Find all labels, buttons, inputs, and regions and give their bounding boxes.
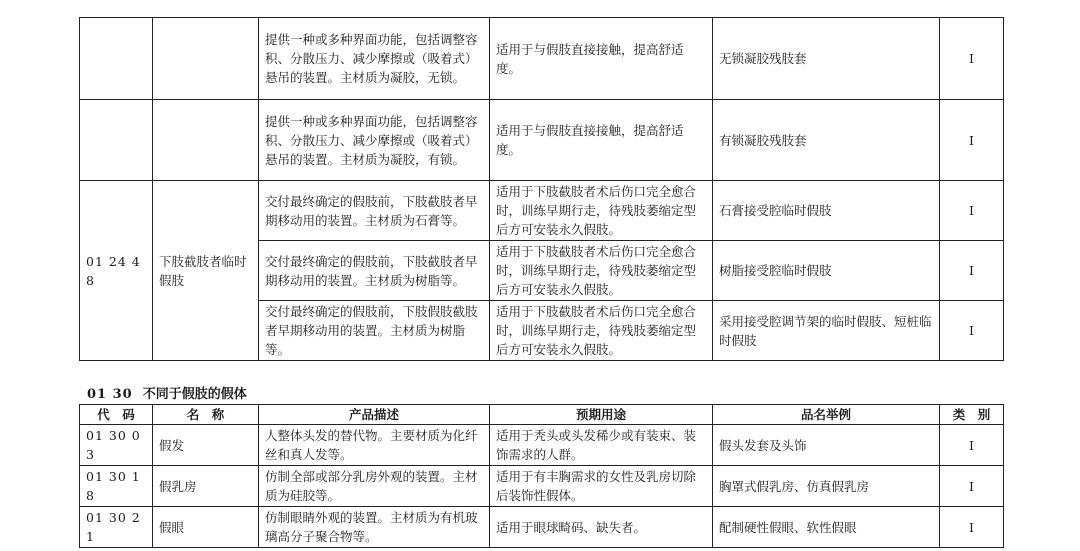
header-row <box>80 405 1004 425</box>
code-cell: 01 30 18 <box>80 466 153 507</box>
section-code: 01 30 <box>87 387 133 402</box>
header-class: 类 别 <box>940 405 1004 425</box>
code-cell <box>80 100 153 181</box>
table-row <box>80 18 1004 100</box>
class-cell: Ⅰ <box>940 100 1004 181</box>
description-cell: 仿制全部或部分乳房外观的装置。主材质为硅胶等。 <box>259 466 490 507</box>
example-cell: 无锁凝胶残肢套 <box>713 18 940 100</box>
description-cell: 提供一种或多种界面功能，包括调整容积、分散压力、减少摩擦或（吸着式）悬吊的装置。主材质为凝胶，无锁。 <box>259 18 490 100</box>
class-cell: Ⅰ <box>940 466 1004 507</box>
use-cell: 适用于秃头或头发稀少或有装束、装饰需求的人群。 <box>490 425 713 466</box>
example-cell: 有锁凝胶残肢套 <box>713 100 940 181</box>
table-row <box>80 425 1004 466</box>
header-code: 代 码 <box>80 405 153 425</box>
header-example: 品名举例 <box>713 405 940 425</box>
class-cell: Ⅰ <box>940 301 1004 361</box>
example-cell: 石膏接受腔临时假肢 <box>713 181 940 241</box>
use-cell: 适用于有丰胸需求的女性及乳房切除后装饰性假体。 <box>490 466 713 507</box>
description-cell: 交付最终确定的假肢前，下肢假肢截肢者早期移动用的装置。主材质为树脂等。 <box>259 301 490 361</box>
name-cell: 假乳房 <box>153 466 259 507</box>
section-heading <box>87 383 247 402</box>
table-row <box>80 507 1004 548</box>
description-cell: 仿制眼睛外观的装置。主材质为有机玻璃高分子聚合物等。 <box>259 507 490 548</box>
class-cell: Ⅰ <box>940 181 1004 241</box>
table-row <box>80 466 1004 507</box>
description-cell: 交付最终确定的假肢前，下肢截肢者早期移动用的装置。主材质为树脂等。 <box>259 241 490 301</box>
description-cell: 提供一种或多种界面功能，包括调整容积、分散压力、减少摩擦或（吸着式）悬吊的装置。主材质为凝胶，有锁。 <box>259 100 490 181</box>
table-row <box>80 100 1004 181</box>
group-code-cell: 01 24 48 <box>80 181 153 361</box>
header-use: 预期用途 <box>490 405 713 425</box>
class-cell: Ⅰ <box>940 425 1004 466</box>
group-name-cell: 下肢截肢者临时假肢 <box>153 181 259 361</box>
top-catalog-table <box>79 17 1004 361</box>
example-cell: 采用接受腔调节架的临时假肢、短桩临时假肢 <box>713 301 940 361</box>
example-cell: 胸罩式假乳房、仿真假乳房 <box>713 466 940 507</box>
section-title: 不同于假肢的假体 <box>142 387 247 402</box>
use-cell: 适用于与假肢直接接触，提高舒适度。 <box>490 100 713 181</box>
example-cell: 树脂接受腔临时假肢 <box>713 241 940 301</box>
use-cell: 适用于下肢截肢者术后伤口完全愈合时，训练早期行走，待残肢萎缩定型后方可安装永久假肢。 <box>490 181 713 241</box>
name-cell <box>153 100 259 181</box>
bottom-catalog-table <box>79 404 1004 548</box>
code-cell: 01 30 03 <box>80 425 153 466</box>
header-name: 名 称 <box>153 405 259 425</box>
name-cell: 假眼 <box>153 507 259 548</box>
code-cell: 01 30 21 <box>80 507 153 548</box>
description-cell: 交付最终确定的假肢前，下肢截肢者早期移动用的装置。主材质为石膏等。 <box>259 181 490 241</box>
table-row <box>80 181 1004 241</box>
class-cell: Ⅰ <box>940 507 1004 548</box>
class-cell: Ⅰ <box>940 18 1004 100</box>
example-cell: 假头发套及头饰 <box>713 425 940 466</box>
class-cell: Ⅰ <box>940 241 1004 301</box>
use-cell: 适用于下肢截肢者术后伤口完全愈合时，训练早期行走，待残肢萎缩定型后方可安装永久假肢。 <box>490 301 713 361</box>
use-cell: 适用于与假肢直接接触，提高舒适度。 <box>490 18 713 100</box>
use-cell: 适用于下肢截肢者术后伤口完全愈合时，训练早期行走，待残肢萎缩定型后方可安装永久假肢。 <box>490 241 713 301</box>
use-cell: 适用于眼球畸码、缺失者。 <box>490 507 713 548</box>
code-cell <box>80 18 153 100</box>
name-cell <box>153 18 259 100</box>
name-cell: 假发 <box>153 425 259 466</box>
header-description: 产品描述 <box>259 405 490 425</box>
description-cell: 人整体头发的替代物。主要材质为化纤丝和真人发等。 <box>259 425 490 466</box>
example-cell: 配制硬性假眼、软性假眼 <box>713 507 940 548</box>
